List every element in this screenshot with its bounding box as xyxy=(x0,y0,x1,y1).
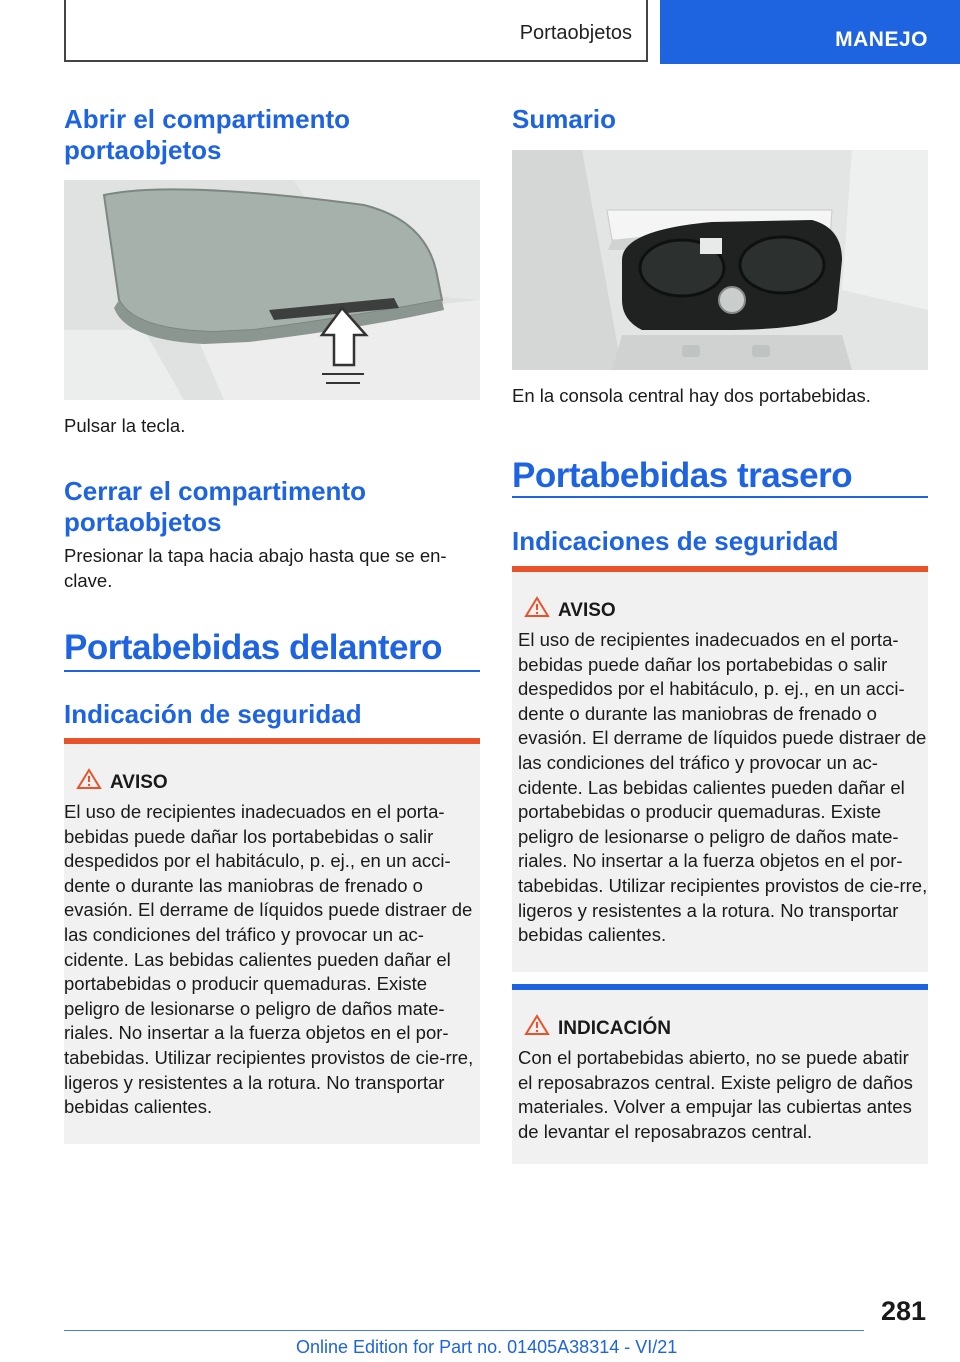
warning-triangle-icon xyxy=(524,596,550,623)
chapter-tab[interactable]: MANEJO xyxy=(660,0,960,64)
rear-notice-text: Con el portabebidas abierto, no se puede abatir el reposabrazos central. Existe peligro de daños materiales. Volver a empujar las cubiertas antes de levantar el reposabrazos central. xyxy=(518,1047,913,1142)
front-warning-box xyxy=(64,738,480,1144)
close-compartment-heading: Cerrar el compartimento portaobjetos xyxy=(64,476,366,537)
rear-notice-box xyxy=(512,984,928,1164)
rear-notice-label: INDICACIÓN xyxy=(558,1018,671,1039)
edition-footer: Online Edition for Part no. 01405A38314 - VI/21 xyxy=(296,1337,678,1357)
header-section-title: Portaobjetos xyxy=(519,22,632,44)
rear-warning-text: El uso de recipientes inadecuados en el porta‐bebidas puede dañar los portabebidas o salir despedidos por el habitáculo, p. ej., en un acci‐dente o durante las maniobras de frenado o evasión. El derrame de líquidos puede distraer de las condiciones del tráfico y provocar un ac‐cidente. Las bebidas calientes pueden dañar el portabebidas o producir quemaduras. Existe peligro de lesionarse o peligro de daños mate‐riales. No insertar a la fuerza objetos en el por‐tabebidas. Utilizar recipientes provistos de cie‐rre, ligeros y resistentes a la rotura. No transportar bebidas calientes. xyxy=(518,629,928,946)
summary-heading: Sumario xyxy=(512,104,617,134)
rear-warning-label: AVISO xyxy=(558,600,616,621)
front-heading-rule xyxy=(64,670,480,672)
front-warning-text: El uso de recipientes inadecuados en el porta‐bebidas puede dañar los portabebidas o salir despedidos por el habitáculo, p. ej., en un acci‐dente o durante las maniobras de frenado o evasión. El derrame de líquidos puede distraer de las condiciones del tráfico y provocar un ac‐cidente. Las bebidas calientes pueden dañar el portabebidas o producir quemaduras. Existe peligro de lesionarse o peligro de daños mate‐riales. No insertar a la fuerza objetos en el por‐tabebidas. Utilizar recipientes provistos de cie‐rre, ligeros y resistentes a la rotura. No transportar bebidas calientes. xyxy=(64,801,474,1118)
page-number: 281 xyxy=(880,1296,926,1326)
open-caption: Pulsar la tecla. xyxy=(64,415,186,436)
front-cupholder-heading: Portabebidas delantero xyxy=(64,628,442,667)
warning-triangle-icon xyxy=(76,768,102,795)
armrest-illustration xyxy=(64,180,480,400)
center-console-cupholders-illustration xyxy=(512,150,928,370)
close-instructions: Presionar la tapa hacia abajo hasta que se en‐clave. xyxy=(64,545,447,591)
rear-safety-heading: Indicaciones de seguridad xyxy=(512,526,839,556)
notice-triangle-icon xyxy=(524,1014,550,1041)
footer-rule xyxy=(64,1330,864,1331)
header-section-box xyxy=(64,0,648,62)
front-safety-heading: Indicación de seguridad xyxy=(64,699,362,729)
front-warning-label: AVISO xyxy=(110,772,168,793)
summary-caption: En la consola central hay dos portabebidas. xyxy=(512,385,871,406)
rear-heading-rule xyxy=(512,496,928,498)
open-compartment-heading: Abrir el compartimento portaobjetos xyxy=(64,104,351,165)
rear-cupholder-heading: Portabebidas trasero xyxy=(512,456,853,495)
rear-warning-box xyxy=(512,566,928,972)
